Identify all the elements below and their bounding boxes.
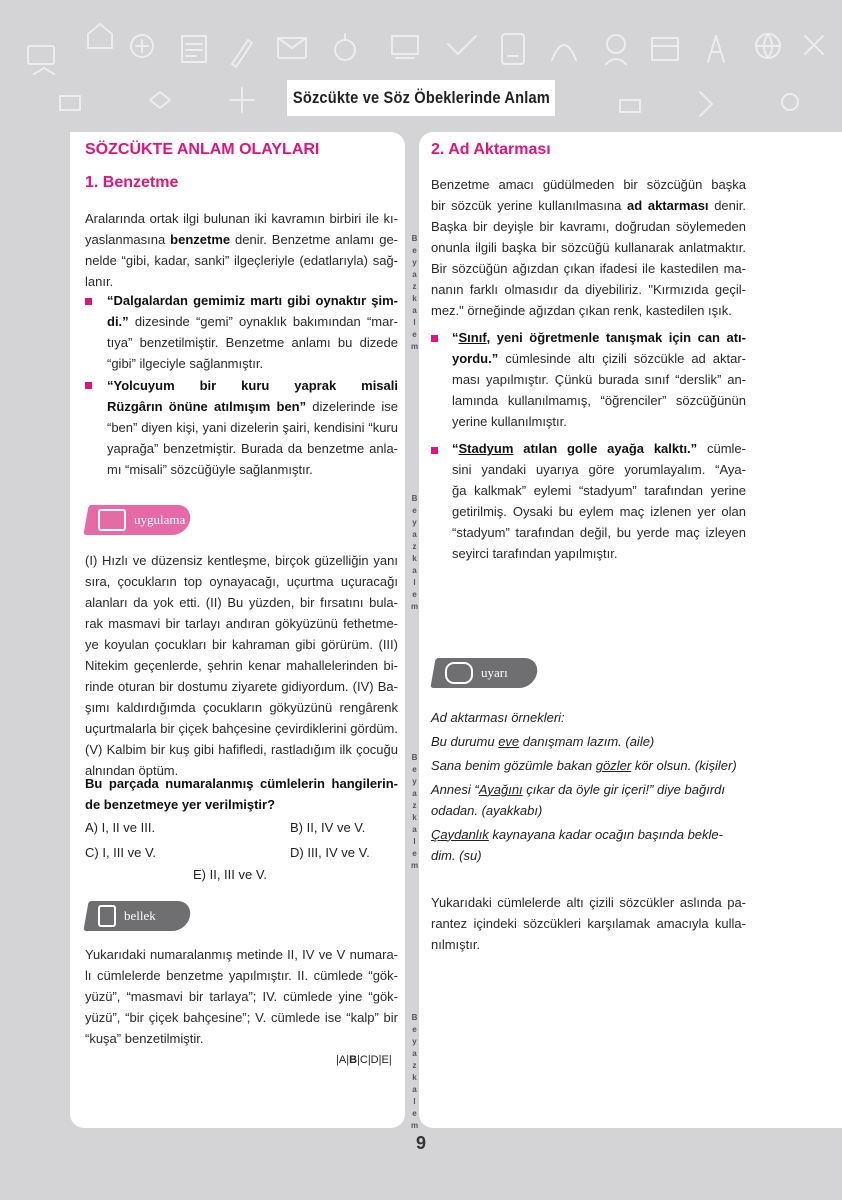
answer-key: |A|B|C|D|E| [336, 1054, 392, 1066]
header-band [0, 0, 842, 132]
memory-card-icon [98, 905, 116, 927]
option-e: E) II, III ve V. [193, 867, 267, 882]
brand-vertical-text: Beyazkalem [410, 1013, 419, 1133]
uygulama-label: uygulama [134, 512, 186, 527]
example-line: dim. (su) [431, 848, 482, 863]
example-line: Sana benim gözümle bakan gözler kör olsun. (kişiler) [431, 758, 737, 773]
brand-vertical-text: Beyazkalem [410, 234, 419, 354]
option-b: B) II, IV ve V. [290, 820, 366, 835]
subheading-benzetme: 1. Benzetme [85, 174, 179, 191]
bellek-label: bellek [124, 908, 156, 923]
example-line: Bu durumu eve danışmam lazım. (aile) [431, 734, 655, 749]
option-c: C) I, III ve V. [85, 845, 157, 860]
benzetme-intro: Aralarında ortak ilgi bulunan iki kavramın birbiri ile kı- yaslanmasına benzetme denir. Benzetme anlamı ge- nelde “gibi, kadar, sanki” ilgeçleriyle (edatlarıyla) sağ- lanır. [85, 211, 399, 289]
brand-vertical-text: Beyazkalem [410, 494, 419, 614]
ad-aktarmasi-intro: Benzetme amacı güdülmeden bir sözcüğün başka bir sözcük yerine kullanılmasına ad aktarması denir. Başka bir deyişle bir kavramı, doğrudan söylemeden onunla ilgili başka bir sözcüğü kullanarak anlatmaktır. Bir sözcüğün ağızdan çıkan ifadesi ile kastedilen ma- nanın farklı olmasıdır da diyebiliriz. "Kırmızıda geçil- mez." örneğinde ağızdan çıkan renk, kastedilen ışık. [431, 177, 746, 318]
page-number: 9 [415, 1133, 426, 1153]
header-title-box [287, 80, 555, 116]
section-heading: SÖZCÜKTE ANLAM OLAYLARI [85, 141, 320, 158]
warning-icon [445, 662, 473, 684]
option-d: D) III, IV ve V. [290, 845, 370, 860]
question-text: Bu parçada numaralanmış cümlelerin hangilerin- de benzetmeye yer verilmiştir? [85, 776, 398, 812]
bellek-explanation: Yukarıdaki numaralanmış metinde II, IV ve V numara- lı cümlelerde benzetme yapılmıştır. II. cümlede “gök- yüzü”, “masmavi bir tarlaya”; IV. cümlede yine “gök- yüzü”, “bir çiçek bahçesine”; V. cümlede ise “kalp” bir “kuşa” benzetilmiştir. [85, 947, 398, 1046]
bullet-marker [431, 335, 438, 342]
bullet-marker [85, 298, 92, 305]
bullet-marker [85, 382, 92, 389]
ad-aktarmasi-example-1: “Sınıf, yeni öğretmenle tanışmak için can atı- yordu.” cümlesinde altı çizili sözcükle ad aktar- ması yapılmıştır. Çünkü burada sınıf “derslik” an- lamında kullanılmamış, “öğrenciler” sözcüğünün yerine kullanılmıştır. [452, 330, 746, 429]
example-line: odadan. (ayakkabı) [431, 803, 543, 818]
uygulama-badge [86, 505, 190, 535]
uyari-badge [433, 658, 537, 688]
subheading-ad-aktarmasi: 2. Ad Aktarması [431, 141, 551, 158]
benzetme-example-2: “Yolcuyum bir kuru yaprak misali Rüzgârın önüne atılmışım ben” dizelerinde ise “ben” diyen kişi, yani dizelerin şairi, kendisini “kuru yaprağa” benzetmiştir. Burada da benzetme anla- mı “misali” sözcüğüyle sağlanmıştır. [107, 378, 398, 477]
uyari-label: uyarı [481, 665, 508, 680]
closing-paragraph: Yukarıdaki cümlelerde altı çizili sözcükler aslında pa- rantez içindeki sözcükleri karşılamak amacıyla kulla- nılmıştır. [431, 895, 746, 952]
option-a: A) I, II ve III. [85, 820, 156, 835]
example-line: Annesi “Ayağını çıkar da öyle gir içeri!” diye bağırdı [431, 782, 725, 797]
ad-aktarmasi-example-2: “Stadyum atılan golle ayağa kalktı.” cümle- sini yandaki uyarıya göre yorumlayalım. “Aya- ğa kalkmak” eylemi “stadyum” tarafından yerine getirilmiş. Oysaki bu eylem maç izlenen yer olan “stadyum” tarafından değil, bu yerde maç izleyen seyirci tarafından yapılmıştır. [452, 441, 746, 561]
benzetme-example-1: “Dalgalardan gemimiz martı gibi oynaktır şim- di.” dizesinde “gemi” oynaklık bakımından “mar- tıya” benzetilmiştir. Benzetme anlamı bu dizede “gibi” ilgeciyle sağlanmıştır. [107, 293, 398, 371]
bullet-marker [431, 447, 438, 454]
uygulama-passage: (I) Hızlı ve düzensiz kentleşme, birçok güzelliğin yanı sıra, çocukların top oynayacağı, uçurtma uçuracağı alanları da yok etti. (II) Bu yüzden, bir fırsatını bula- rak masmavi bir tarlayı andıran gökyüzünü fethetme- ye koyulan çocukları bir kahraman gibi görürüm. (III) Nitekim geçenlerde, şehrin kenar mahallelerinden bi- rinde oturan bir dostumu ziyarete gidiyordum. (IV) Ba- şımı kaldırdığımda çocukların gökyüzünü rengârenk uçurtmalarla bir çiçek bahçesine çevirdiklerini gördüm. (V) Kalbim bir kuş gibi hafifledi, rastladığım ilk çocuğu alnından öptüm. [85, 553, 398, 778]
brand-vertical-text: Beyazkalem [410, 753, 419, 873]
bellek-badge [86, 901, 190, 931]
page-header-title: Sözcükte ve Söz Öbeklerinde Anlam [292, 88, 550, 107]
monitor-icon [98, 509, 126, 531]
example-line: Ad aktarması örnekleri: [431, 710, 565, 725]
example-line: Çaydanlık kaynayana kadar ocağın başında bekle- [431, 827, 723, 842]
